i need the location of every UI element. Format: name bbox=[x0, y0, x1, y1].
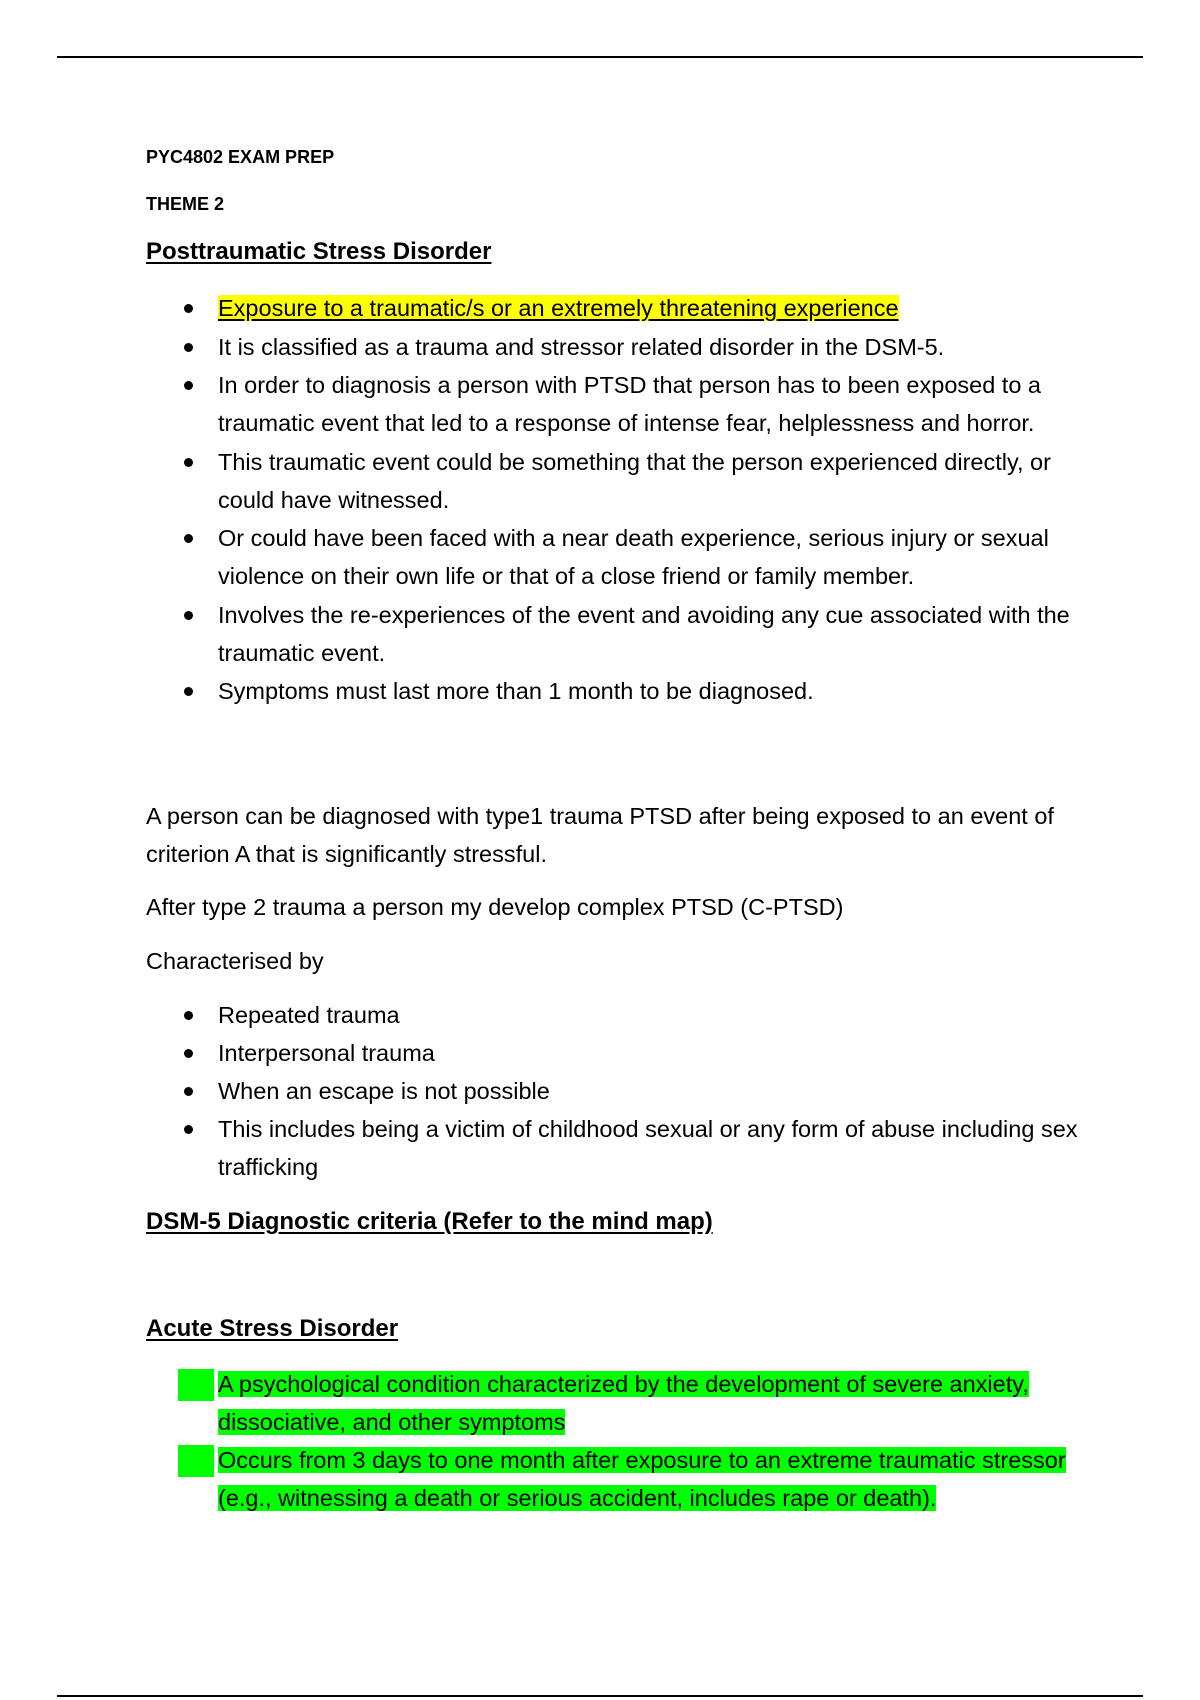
list-item: In order to diagnosis a person with PTSD that person has to been exposed to a traumatic event that led to a response of intense fear, helplessness and horror. bbox=[182, 366, 1082, 442]
list-item: Repeated trauma bbox=[182, 996, 1082, 1034]
characterised-by-label: Characterised by bbox=[146, 948, 324, 974]
top-rule bbox=[57, 56, 1143, 58]
dsm-section-title: DSM-5 Diagnostic criteria (Refer to the mind map) bbox=[146, 1208, 713, 1235]
list-item bbox=[182, 289, 1082, 327]
cptsd-bullet-list bbox=[182, 996, 1082, 1186]
ptsd-section-title: Posttraumatic Stress Disorder bbox=[146, 238, 492, 265]
list-item: Involves the re-experiences of the event and avoiding any cue associated with the traumatic event. bbox=[182, 596, 1082, 672]
theme-heading: THEME 2 bbox=[146, 194, 225, 214]
ptsd-bullet-list bbox=[182, 289, 1082, 711]
list-item: Symptoms must last more than 1 month to be diagnosed. bbox=[182, 672, 1082, 710]
highlighted-text: Exposure to a traumatic/s or an extremely threatening experience bbox=[218, 295, 899, 321]
list-item: It is classified as a trauma and stressor related disorder in the DSM-5. bbox=[182, 328, 1082, 366]
list-item bbox=[182, 1441, 1082, 1517]
acute-bullet-list bbox=[182, 1365, 1082, 1517]
type2-paragraph: After type 2 trauma a person my develop complex PTSD (C-PTSD) bbox=[146, 894, 844, 920]
list-item bbox=[182, 1365, 1082, 1441]
type1-paragraph: A person can be diagnosed with type1 trauma PTSD after being exposed to an event of criterion A that is significantly stressful. bbox=[146, 803, 1054, 867]
list-item: This includes being a victim of childhood sexual or any form of abuse including sex trafficking bbox=[182, 1110, 1082, 1186]
bottom-rule bbox=[57, 1695, 1143, 1697]
list-item: This traumatic event could be something that the person experienced directly, or could have witnessed. bbox=[182, 443, 1082, 519]
acute-section-title: Acute Stress Disorder bbox=[146, 1315, 399, 1342]
list-item: Interpersonal trauma bbox=[182, 1034, 1082, 1072]
list-item: When an escape is not possible bbox=[182, 1072, 1082, 1110]
highlighted-text: A psychological condition characterized by the development of severe anxiety, dissociative, and other symptoms bbox=[218, 1371, 1029, 1435]
course-heading: PYC4802 EXAM PREP bbox=[146, 147, 335, 167]
list-item: Or could have been faced with a near death experience, serious injury or sexual violence on their own life or that of a close friend or family member. bbox=[182, 519, 1082, 595]
highlighted-text: Occurs from 3 days to one month after exposure to an extreme traumatic stressor (e.g., witnessing a death or serious accident, includes rape or death). bbox=[218, 1447, 1066, 1511]
